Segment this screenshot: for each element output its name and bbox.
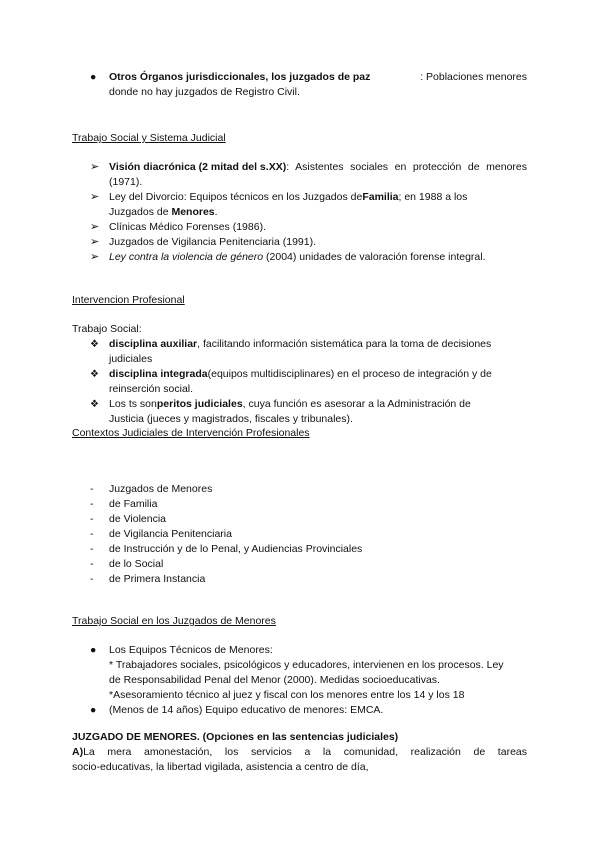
arrow-right-icon: ➢ (90, 191, 100, 203)
list-item-text: Los ts son (109, 398, 157, 410)
list-item-text: Juzgados de Vigilancia Penitenciaria (1991). (109, 236, 317, 248)
list-item-text: Clínicas Médico Forenses (1986). (109, 221, 266, 233)
arrow-right-icon: ➢ (90, 251, 100, 263)
dash-icon: - (90, 558, 94, 570)
option-label: A) (72, 746, 84, 758)
dash-icon: - (90, 573, 94, 585)
section-heading: Contextos Judiciales de Intervención Profesionales (72, 427, 310, 439)
list-item-text: : Poblaciones menores (420, 71, 527, 83)
list-item (72, 703, 527, 718)
list-item-text: (1971). (109, 176, 143, 188)
list-item-text: *Asesoramiento técnico al juez y fiscal con los menores entre los 14 y los 18 (109, 689, 465, 701)
section-heading: Trabajo Social y Sistema Judicial (72, 132, 226, 144)
paragraph-text: socio-educativas, la libertad vigilada, asistencia a centro de día, (72, 761, 369, 773)
list-item-text: reinserción social. (109, 383, 194, 395)
list-item (72, 70, 527, 100)
list-item-text: (2004) unidades de valoración forense integral. (263, 251, 486, 263)
dash-icon: - (90, 543, 94, 555)
list-item (72, 497, 527, 512)
list-item-text: Los Equipos Técnicos de Menores: (109, 644, 273, 656)
diamond-bullet-icon: ❖ (90, 369, 99, 380)
subheading: Trabajo Social: (72, 323, 142, 335)
list-item (72, 220, 527, 235)
contextos-list (72, 482, 527, 587)
list-item (72, 367, 527, 397)
section-heading: Trabajo Social en los Juzgados de Menores (72, 615, 276, 627)
list-item-text: judiciales (109, 353, 153, 365)
list-item-text: Justicia (jueces y magistrados, fiscales y tribunales). (109, 413, 353, 425)
list-item-text: . (214, 206, 218, 218)
arrow-right-icon: ➢ (90, 221, 100, 233)
list-item-text: de Primera Instancia (109, 573, 206, 585)
list-item (72, 397, 527, 427)
list-item (72, 542, 527, 557)
bold-text: Familia (362, 191, 399, 203)
diamond-bullet-icon: ❖ (90, 339, 99, 350)
bullet-icon: ● (90, 704, 97, 716)
list-item-text: de Responsabilidad Penal del Menor (2000). Medidas socioeducativas. (109, 674, 440, 686)
list-item-text: Ley del Divorcio: Equipos técnicos en los Juzgados de (109, 191, 363, 203)
list-item (72, 160, 527, 190)
bullet-icon: ● (90, 71, 97, 83)
list-item-text: Juzgados de (109, 206, 172, 218)
list-item (72, 482, 527, 497)
list-item (72, 557, 527, 572)
list-item (72, 512, 527, 527)
list-item-text: de Instrucción y de lo Penal, y Audiencias Provinciales (109, 543, 363, 555)
list-item-text: de Violencia (109, 513, 167, 525)
list-item-text: , cuya función es asesorar a la Administración de (242, 398, 471, 410)
bullet-icon: ● (90, 644, 97, 656)
italic-text: Ley contra la violencia de género (109, 251, 264, 263)
intervencion-content (72, 322, 527, 427)
menores-list (72, 643, 527, 718)
section-heading: Intervencion Profesional (72, 294, 185, 306)
ts-judicial-list (72, 160, 527, 265)
bold-text: Otros Órganos jurisdiccionales, los juzgados de paz (109, 71, 371, 83)
diamond-bullet-icon: ❖ (90, 399, 99, 410)
list-item-text: * Trabajadores sociales, psicológicos y educadores, intervienen en los procesos. Ley (109, 659, 504, 671)
list-item (72, 190, 527, 220)
list-item-text: , facilitando información sistemática para la toma de decisiones (197, 338, 492, 350)
list-item-text: (equipos multidisciplinares) en el proceso de integración y de (207, 368, 492, 380)
list-item (72, 643, 527, 703)
bold-text: peritos judiciales (156, 398, 243, 410)
intro-bullet-list (72, 70, 527, 100)
list-item-text: de lo Social (109, 558, 164, 570)
list-item-text: ; en 1988 a los (398, 191, 468, 203)
bold-text: disciplina auxiliar (109, 338, 198, 350)
dash-icon: - (90, 498, 94, 510)
arrow-right-icon: ➢ (90, 236, 100, 248)
bold-text: disciplina integrada (109, 368, 208, 380)
arrow-right-icon: ➢ (90, 161, 100, 173)
list-item-text: Juzgados de Menores (109, 483, 213, 495)
section-title: JUZGADO DE MENORES. (Opciones en las sentencias judiciales) (72, 731, 399, 743)
list-item (72, 235, 527, 250)
list-item (72, 250, 527, 265)
dash-icon: - (90, 513, 94, 525)
list-item (72, 527, 527, 542)
list-item-text: de Vigilancia Penitenciaria (109, 528, 232, 540)
list-item-text: : Asistentes sociales en protección de menores (286, 161, 527, 173)
list-item (72, 337, 527, 367)
bold-text: Menores (171, 206, 215, 218)
list-item-text: (Menos de 14 años) Equipo educativo de menores: EMCA. (109, 704, 384, 716)
list-item-text: donde no hay juzgados de Registro Civil. (109, 86, 300, 98)
dash-icon: - (90, 528, 94, 540)
list-item-text: de Familia (109, 498, 158, 510)
list-item (72, 572, 527, 587)
bold-text: Visión diacrónica (2 mitad del s.XX) (109, 161, 287, 173)
paragraph-text: La mera amonestación, los servicios a la comunidad, realización de tareas (83, 746, 527, 758)
juzgado-menores-section (72, 730, 527, 775)
dash-icon: - (90, 483, 94, 495)
